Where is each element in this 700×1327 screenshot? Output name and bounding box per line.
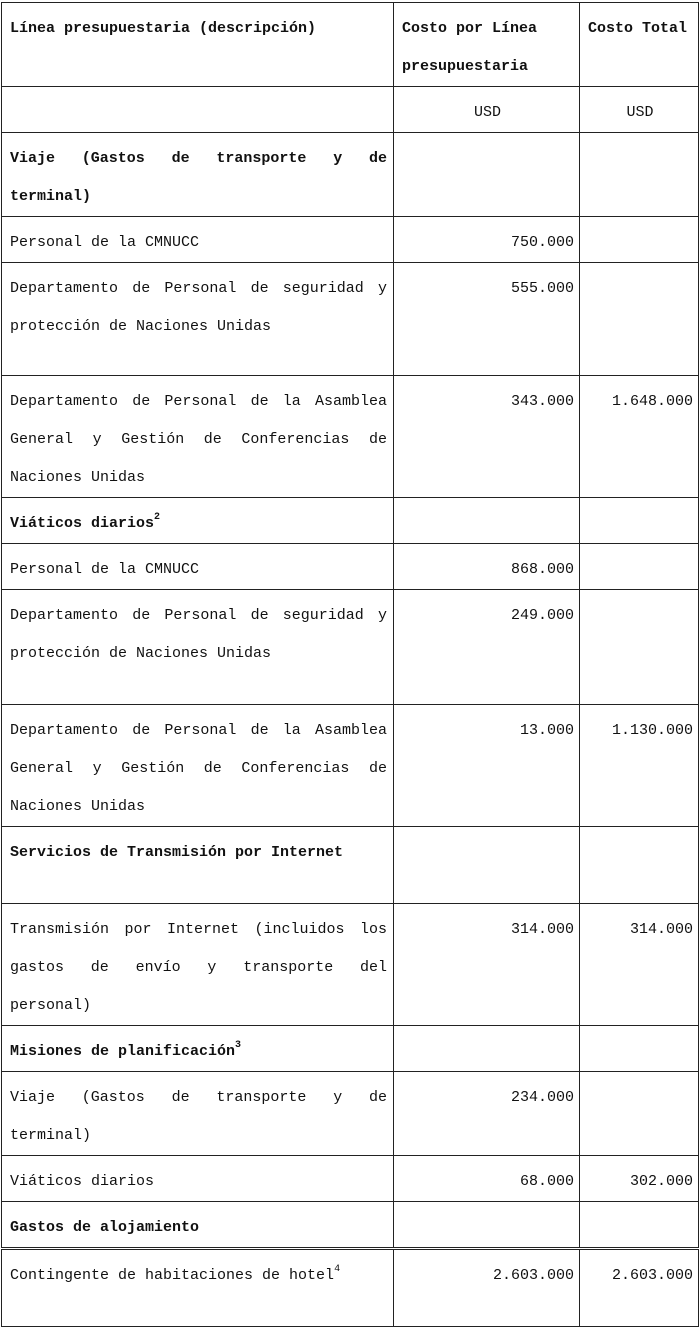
budget-table: [1, 2, 699, 1327]
row-cost: 314.000: [394, 904, 580, 1026]
row-label: Viaje (Gastos de transporte y de terminal): [2, 1072, 394, 1156]
row-cost: 343.000: [394, 376, 580, 498]
row-total: 302.000: [580, 1156, 699, 1202]
row-cost: 2.603.000: [394, 1249, 580, 1327]
section-title-lodging: Gastos de alojamiento: [2, 1202, 394, 1249]
row-cost: 13.000: [394, 705, 580, 827]
section-row-lodging: [2, 1202, 699, 1249]
section-title-travel: Viaje (Gastos de transporte y de terminal): [2, 133, 394, 217]
table-row: [2, 705, 699, 827]
section-title-dsa: Viáticos diarios$^2$: [2, 498, 394, 544]
row-total: [580, 1072, 699, 1156]
row-cost: 68.000: [394, 1156, 580, 1202]
row-total: [580, 217, 699, 263]
row-label: Departamento de Personal de la Asamblea General y Gestión de Conferencias de Naciones Unidas: [2, 376, 394, 498]
table-row: [2, 904, 699, 1026]
table-row: [2, 217, 699, 263]
row-label: Departamento de Personal de seguridad y protección de Naciones Unidas: [2, 263, 394, 376]
header-line-cost: Costo por Línea presupuestaria: [394, 3, 580, 87]
row-label: Transmisión por Internet (incluidos los gastos de envío y transporte del personal): [2, 904, 394, 1026]
section-title-planning: Misiones de planificación$^3$: [2, 1026, 394, 1072]
table-row: [2, 590, 699, 705]
currency-line: USD: [394, 87, 580, 133]
row-total: 1.648.000: [580, 376, 699, 498]
row-cost: 249.000: [394, 590, 580, 705]
table-row: [2, 1072, 699, 1156]
row-total: 1.130.000: [580, 705, 699, 827]
row-label: Personal de la CMNUCC: [2, 217, 394, 263]
row-label: Personal de la CMNUCC: [2, 544, 394, 590]
row-total: [580, 590, 699, 705]
section-title-webcast: Servicios de Transmisión por Internet: [2, 827, 394, 904]
table-row: [2, 544, 699, 590]
table-row: [2, 376, 699, 498]
row-cost: 555.000: [394, 263, 580, 376]
section-row-webcast: [2, 827, 699, 904]
table-row: [2, 1249, 699, 1327]
row-label: Departamento de Personal de la Asamblea General y Gestión de Conferencias de Naciones Unidas: [2, 705, 394, 827]
row-cost: 750.000: [394, 217, 580, 263]
table-row: [2, 263, 699, 376]
section-row-dsa: [2, 498, 699, 544]
section-row-travel: [2, 133, 699, 217]
row-label: Contingente de habitaciones de hotel$^4$: [2, 1249, 394, 1327]
row-label: Viáticos diarios: [2, 1156, 394, 1202]
row-total: [580, 263, 699, 376]
section-row-planning: [2, 1026, 699, 1072]
footnote-marker: 3: [235, 1040, 242, 1051]
row-total: 2.603.000: [580, 1249, 699, 1327]
header-description: Línea presupuestaria (descripción): [2, 3, 394, 87]
currency-row: [2, 87, 699, 133]
row-label: Departamento de Personal de seguridad y protección de Naciones Unidas: [2, 590, 394, 705]
row-total: [580, 544, 699, 590]
table-row: [2, 1156, 699, 1202]
row-cost: 868.000: [394, 544, 580, 590]
row-cost: 234.000: [394, 1072, 580, 1156]
header-total-cost: Costo Total: [580, 3, 699, 87]
currency-total: USD: [580, 87, 699, 133]
footnote-marker: 4: [334, 1264, 341, 1275]
header-row: [2, 3, 699, 87]
row-total: 314.000: [580, 904, 699, 1026]
footnote-marker: 2: [154, 512, 161, 523]
